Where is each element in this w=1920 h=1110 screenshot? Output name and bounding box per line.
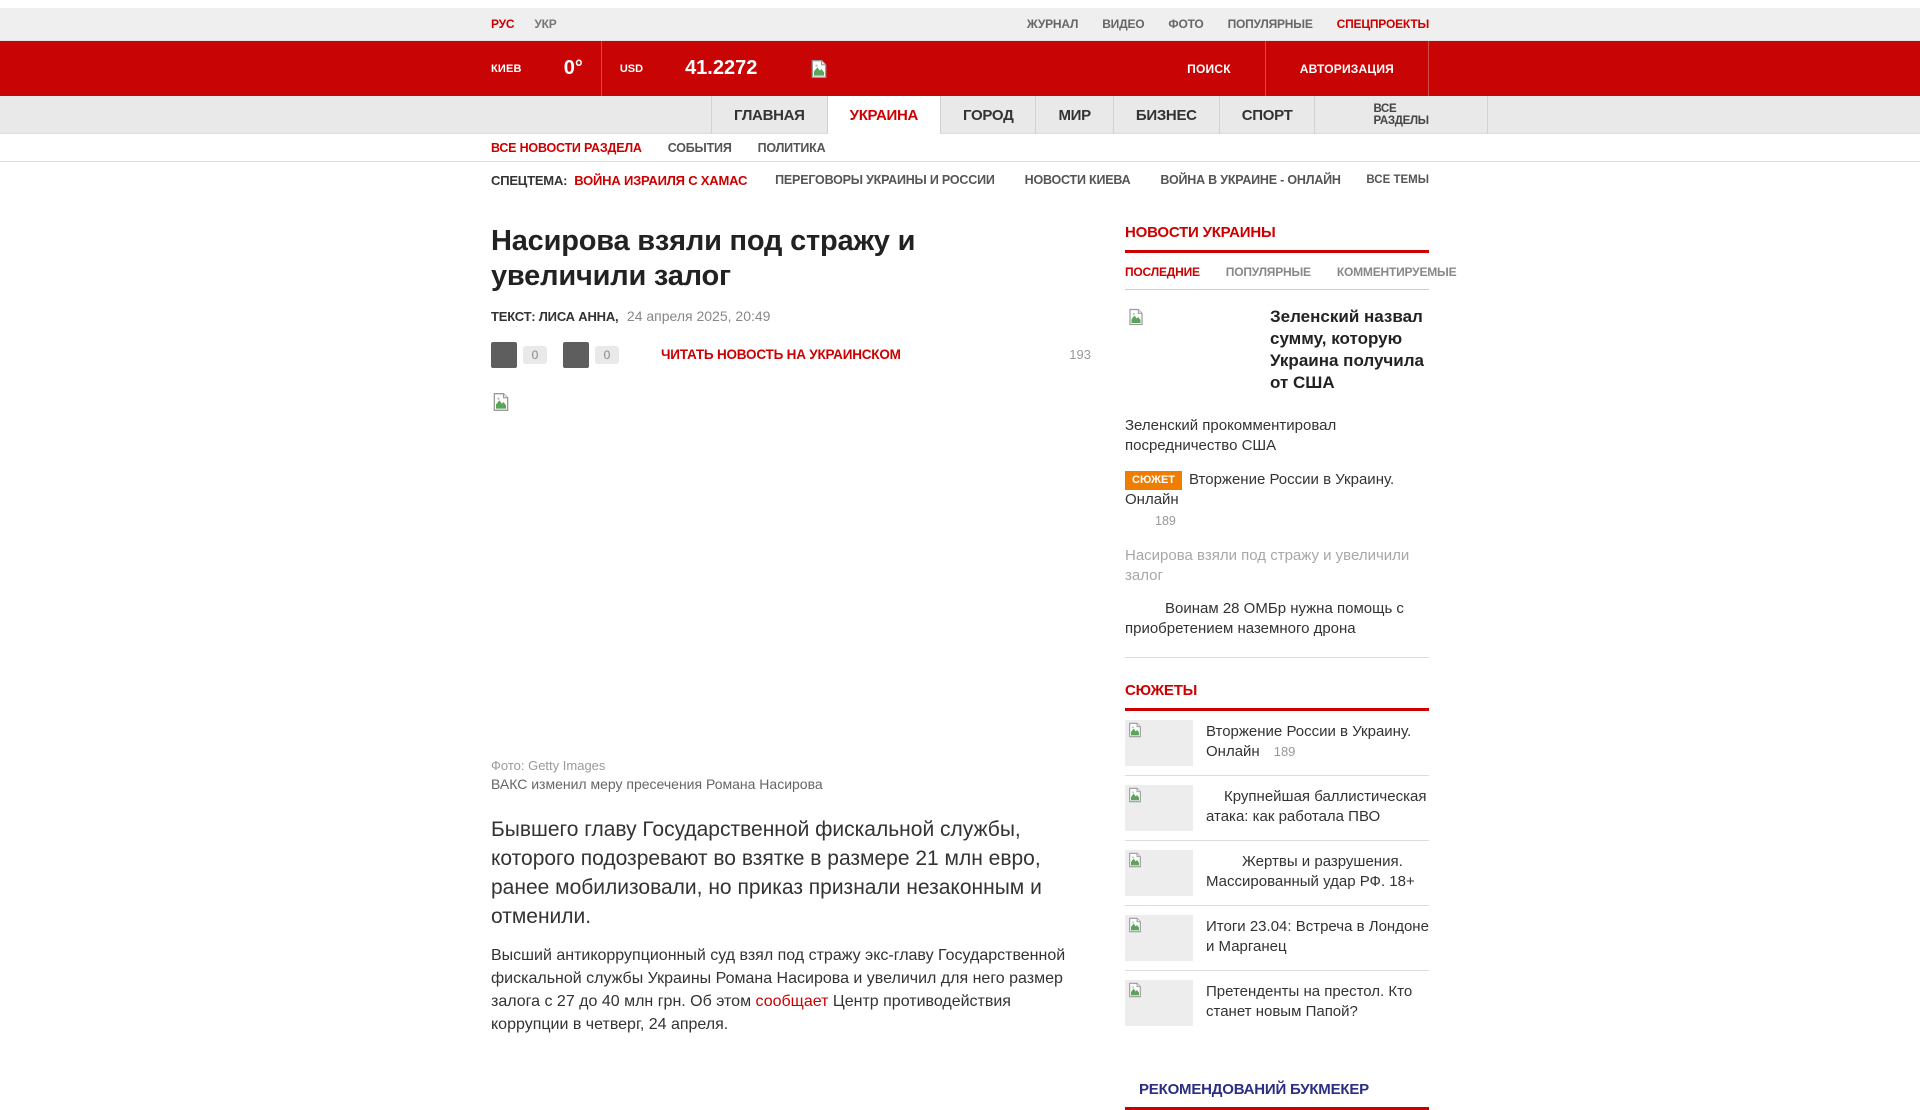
language-switcher [491,17,557,31]
utility-links [1027,17,1429,31]
topic-title: Претенденты на престол. Кто станет новым Папой? [1206,982,1413,1020]
header-bar [0,41,1920,96]
broken-image-icon [491,392,511,412]
login-button[interactable]: АВТОРИЗАЦИЯ [1266,41,1429,96]
topic-thumb [1125,720,1193,766]
topic-thumb [1125,980,1193,1026]
topic-item[interactable] [1125,971,1429,1035]
link-specprojects[interactable]: СПЕЦПРОЕКТЫ [1336,17,1429,31]
utility-bar [0,8,1920,41]
topic-title: Итоги 23.04: Встреча в Лондоне и Марганец [1206,917,1429,955]
all-topics-link[interactable]: ВСЕ ТЕМЫ [1366,174,1429,186]
topic-title [1206,720,1429,766]
topic-title: Жертвы и разрушения. Массированный удар РФ. 18+ [1206,852,1415,890]
news-list-item-current[interactable]: Насирова взяли под стражу и увеличили залог [1125,546,1410,584]
topic-thumb [1125,915,1193,961]
red-divider [1125,1107,1429,1110]
subnav-events[interactable]: СОБЫТИЯ [667,140,732,155]
weather-city[interactable]: КИЕВ [491,62,522,75]
topic-count: 189 [1273,743,1296,759]
subnav-politics[interactable]: ПОЛИТИКА [757,140,826,155]
link-video[interactable]: ВИДЕО [1102,17,1145,31]
news-list-item[interactable] [1125,470,1429,530]
body-text-part1: Высший антикоррупционный суд взял под стражу экс-главу Государственной фискальной службы Украины Романа Насирова и увеличил для него размер залога с 27 до 40 млн грн. Об этом [491,947,1066,1010]
featured-news-item[interactable] [1125,306,1429,394]
link-journal[interactable]: ЖУРНАЛ [1026,17,1079,31]
nav-main[interactable]: ГЛАВНАЯ [711,96,827,134]
topic-thumb [1125,785,1193,831]
nav-sport[interactable]: СПОРТ [1219,96,1315,134]
tab-commented[interactable]: КОММЕНТИРУЕМЫЕ [1336,265,1457,279]
photo-caption: ВАКС изменил меру пресечения Романа Насирова [491,775,823,792]
bookmaker-header[interactable]: РЕКОМЕНДОВАНИЙ БУКМЕКЕР [1139,1080,1369,1098]
broken-image-icon [1127,852,1143,868]
topic-item[interactable] [1125,841,1429,906]
spec-link-kyiv-news[interactable]: НОВОСТИ КИЕВА [1024,173,1131,187]
divider [601,41,602,96]
spec-topic-links [775,173,1341,187]
sidebar-news-header[interactable]: НОВОСТИ УКРАИНЫ [1125,224,1276,241]
topic-thumb [1125,850,1193,896]
topic-item[interactable] [1125,711,1429,776]
byline-author[interactable]: ТЕКСТ: ЛИСА АННА, [491,308,619,324]
section-subnav [0,134,1920,162]
topic-thumb-broken [1127,787,1143,803]
broken-image-icon [1127,982,1143,998]
site-logo-broken[interactable] [809,59,829,79]
nav-world[interactable]: МИР [1035,96,1112,134]
topic-thumb-broken [1127,982,1143,998]
red-divider [1125,250,1429,253]
featured-thumb [1125,306,1270,394]
spec-topic-label: СПЕЦТЕМА: [491,172,568,188]
topic-item[interactable] [1125,776,1429,841]
broken-image-icon [809,59,829,79]
article-byline [491,308,1091,326]
share-row [491,342,1091,368]
sidebar-tabs [1125,265,1457,290]
news-list-item[interactable]: Зеленский прокомментировал посредничество США [1125,417,1337,455]
spec-link-war-online[interactable]: ВОЙНА В УКРАИНЕ - ОНЛАЙН [1160,173,1341,187]
news-item-title: Вторжение России в Украину. Онлайн [1125,471,1395,509]
currency-code[interactable]: USD [619,62,644,75]
broken-image-icon [1127,787,1143,803]
top-white-strip [0,0,1920,8]
body-text-part2: Центр противодействия коррупции в четверг, 24 апреля. [491,992,1011,1033]
topic-item[interactable] [1125,906,1429,971]
article-lead: Бывшего главу Государственной фискальной службы, которого подозревают во взятке в размере 21 млн евро, ранее мобилизовали, но приказ признали незаконным и отменили. [491,817,1042,928]
divider [1125,657,1429,658]
broken-image-icon [1127,917,1143,933]
views-count: 193 [1069,347,1091,363]
share-facebook-button[interactable] [491,342,517,368]
link-popular[interactable]: ПОПУЛЯРНЫЕ [1227,17,1313,31]
topic-title-text: Вторжение России в Украину. Онлайн [1206,722,1412,760]
broken-image-icon [1127,722,1143,738]
body-source-link[interactable]: сообщает [755,992,829,1010]
read-in-ukrainian-link[interactable]: ЧИТАТЬ НОВОСТЬ НА УКРАИНСКОМ [661,347,901,363]
tab-popular[interactable]: ПОПУЛЯРНЫЕ [1225,265,1311,279]
lang-ukr[interactable]: УКР [534,17,557,31]
news-list-item[interactable]: Воинам 28 ОМБр нужна помощь с приобретением наземного дрона [1125,599,1404,637]
share-count-facebook: 0 [523,346,547,364]
tab-latest[interactable]: ПОСЛЕДНИЕ [1125,265,1200,279]
nav-business[interactable]: БИЗНЕС [1113,96,1219,134]
share-count-twitter: 0 [595,346,619,364]
topic-thumb-broken [1127,722,1143,738]
spec-topics-row [0,162,1920,198]
search-button[interactable]: ПОИСК [1153,41,1266,96]
header-actions [1153,41,1429,96]
article-image-broken [491,392,511,412]
weather-temperature: 0° [563,57,583,79]
share-twitter-button[interactable] [563,342,589,368]
main-nav [0,96,1920,134]
sidebar-topics-header[interactable]: СЮЖЕТЫ [1125,681,1198,699]
topic-thumb-broken [1127,852,1143,868]
spec-link-negotiations[interactable]: ПЕРЕГОВОРЫ УКРАИНЫ И РОССИИ [775,173,995,187]
featured-thumb-broken [1127,308,1145,326]
byline-date: 24 апреля 2025, 20:49 [626,307,771,324]
nav-ukraine[interactable]: УКРАИНА [827,96,940,134]
topic-badge[interactable]: СЮЖЕТ [1125,471,1182,490]
article-image-placeholder [491,392,1091,750]
spec-topic-highlight[interactable]: ВОЙНА ИЗРАИЛЯ С ХАМАС [574,172,748,188]
subnav-all-news[interactable]: ВСЕ НОВОСТИ РАЗДЕЛА [491,140,642,155]
main-content [0,224,1920,1110]
currency-rate: 41.2272 [685,57,758,79]
topic-thumb-broken [1127,917,1143,933]
article-column [491,224,1091,1110]
broken-image-icon [1127,308,1145,326]
sidebar [1125,224,1457,1110]
topic-title: Крупнейшая баллистическая атака: как работала ПВО [1206,787,1427,825]
nav-all-sections[interactable]: ВСЕ РАЗДЕЛЫ [1314,96,1487,134]
photo-credit: Фото: Getty Images [491,757,606,773]
article-body [491,945,1091,1036]
bookmaker-block [1125,1081,1429,1110]
link-photo[interactable]: ФОТО [1168,17,1204,31]
featured-title: Зеленский назвал сумму, которую Украина получила от США [1270,307,1425,393]
article-title: Насирова взяли под стражу и увеличили залог [491,225,916,292]
lang-rus[interactable]: РУС [491,17,515,31]
comments-count: 189 [1155,514,1176,529]
nav-city[interactable]: ГОРОД [940,96,1035,134]
